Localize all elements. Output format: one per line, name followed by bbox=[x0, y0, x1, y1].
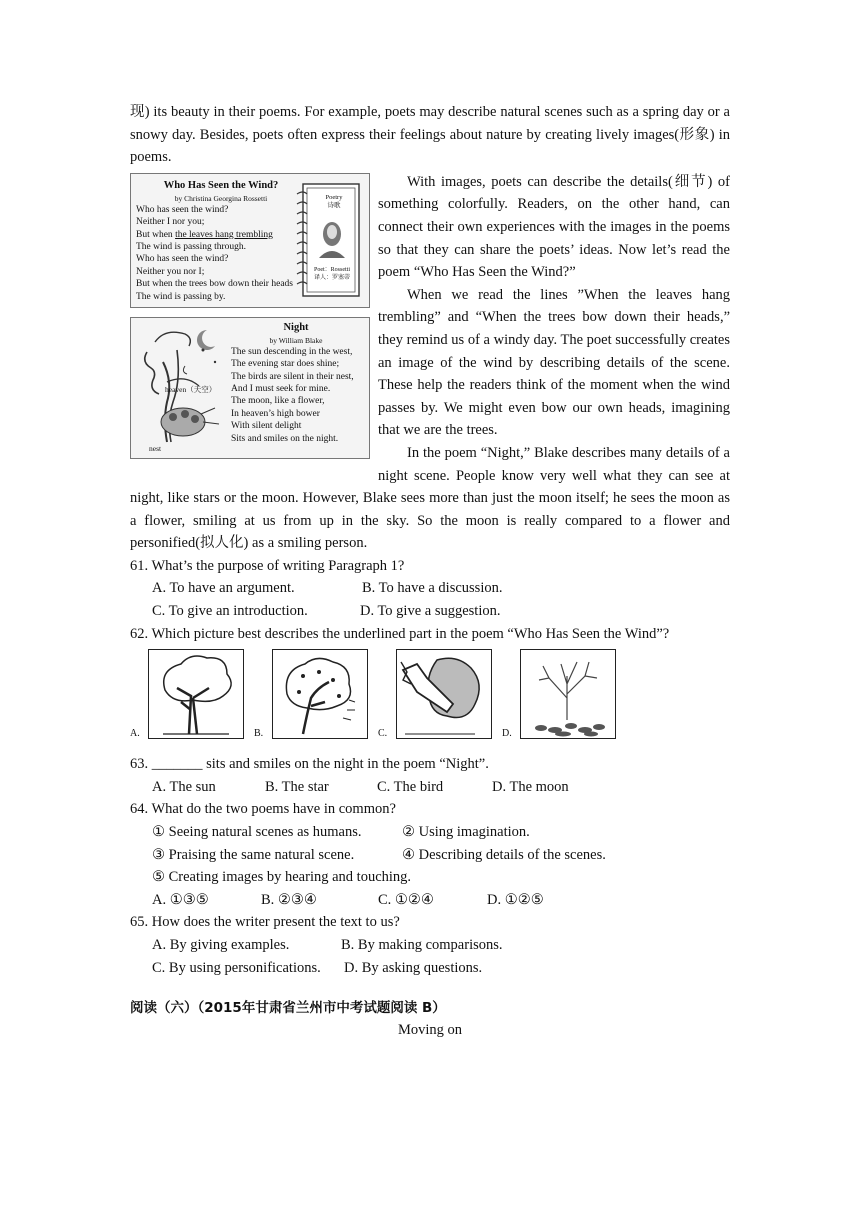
poem-line: Neither you nor I; bbox=[136, 266, 205, 277]
poem-line: The evening star does shine; bbox=[231, 359, 340, 370]
picture-frame bbox=[396, 649, 492, 739]
document-page bbox=[130, 0, 730, 1041]
poem-line: In heaven’s high bower bbox=[231, 408, 320, 419]
book-title-en: Poetry bbox=[325, 193, 343, 201]
q65-options-row1 bbox=[130, 934, 730, 957]
poem-line: The wind is passing through. bbox=[136, 242, 247, 252]
windy-tree-icon bbox=[273, 650, 367, 738]
poem-figures bbox=[130, 173, 370, 468]
question-65: 65. How does the writer present the text to us? bbox=[130, 914, 400, 931]
q62-option-d[interactable] bbox=[502, 649, 616, 741]
poem-line bbox=[136, 229, 293, 241]
q61-option-b[interactable]: B. To have a discussion. bbox=[362, 580, 503, 597]
q65-option-c[interactable]: C. By using personifications. bbox=[152, 959, 321, 976]
q62-option-c[interactable] bbox=[378, 649, 492, 741]
q65-options-row2 bbox=[130, 957, 730, 980]
poem-line: The moon, like a flower, bbox=[231, 396, 325, 407]
q64-option-a[interactable]: A. ①③⑤ bbox=[152, 891, 209, 908]
picture-label: C. bbox=[378, 728, 388, 740]
q64-options bbox=[130, 889, 730, 912]
picture-label: D. bbox=[502, 728, 512, 740]
question-63: 63. _______ sits and smiles on the night in the poem “Night”. bbox=[130, 756, 489, 773]
q63-options bbox=[130, 776, 730, 799]
q64-statement-4: ④ Describing details of the scenes. bbox=[402, 846, 606, 863]
q61-option-c[interactable]: C. To give an introduction. bbox=[152, 603, 308, 620]
q65-option-d[interactable]: D. By asking questions. bbox=[344, 959, 483, 976]
underlined-phrase: the leaves hang trembling bbox=[175, 229, 273, 240]
passage-title: Moving on bbox=[397, 1022, 463, 1039]
poem-lines bbox=[231, 346, 354, 445]
q61-options-row2 bbox=[130, 600, 730, 623]
paragraph-3: When we read the lines ”When the leaves hang trembling” and “When the trees bow down their heads,” they remind us of a windy day. The poet successfully creates an image of the wind by describing details of the scene. These help the readers think of the moment when the wind passes by. We might even bow our own heads, imagining that we are the trees. bbox=[378, 286, 730, 439]
picture-frame bbox=[148, 649, 244, 739]
paragraph-2: With images, poets can describe the details(细节) of something colorfully. Readers, on the other hand, can connect their own experiences with the images in the poems so that they can share the poets’ ideas. Now let’s read the poem “Who Has Seen the Wind?” bbox=[378, 173, 730, 281]
q64-statement-2: ② Using imagination. bbox=[402, 824, 530, 841]
label-nest: nest bbox=[149, 443, 162, 453]
q63-option-a[interactable]: A. The sun bbox=[152, 778, 216, 795]
q62-option-b[interactable] bbox=[254, 649, 368, 741]
still-tree-icon bbox=[149, 650, 243, 738]
poem-line: Who has seen the wind? bbox=[136, 204, 229, 215]
book-cover-text bbox=[319, 194, 349, 210]
q62-option-a[interactable] bbox=[130, 649, 244, 741]
book-title-zh: 诗歌 bbox=[327, 201, 341, 209]
poem-line: And I must seek for mine. bbox=[231, 384, 331, 394]
section-heading: 阅读（六）（2015年甘肃省兰州市中考试题阅读 B） bbox=[130, 1000, 446, 1017]
book-poet-text bbox=[309, 266, 355, 282]
poem-line: The wind is passing by. bbox=[136, 291, 226, 302]
q64-statement-3: ③ Praising the same natural scene. bbox=[152, 846, 355, 863]
poem-line: The birds are silent in their nest, bbox=[231, 371, 354, 382]
poem-lines bbox=[136, 204, 293, 303]
picture-frame bbox=[520, 649, 616, 739]
q63-option-c[interactable]: C. The bird bbox=[377, 778, 444, 795]
poem-line: The sun descending in the west, bbox=[231, 346, 353, 357]
poem-line: Sits and smiles on the night. bbox=[231, 433, 339, 444]
q65-option-a[interactable]: A. By giving examples. bbox=[152, 937, 290, 953]
poem-line-part: But when bbox=[136, 229, 176, 240]
picture-label: A. bbox=[130, 728, 140, 740]
poem-figure-night bbox=[130, 317, 370, 459]
q64-statement-5: ⑤ Creating images by hearing and touching. bbox=[152, 869, 412, 886]
fallen-tree-icon bbox=[397, 650, 491, 738]
paragraph-4: In the poem “Night,” Blake describes many details of a night scene. People know very well what they can see at night, like stars or the moon. However, Blake sees more than just the moon itself; he sees the moon as a flower, smiling at us from up in the sky. So the moon is really compared to a flower and personified(拟人化) as a smiling person. bbox=[130, 444, 730, 552]
book-poet-en: Poet：Rossetti bbox=[313, 266, 350, 273]
q63-option-d[interactable]: D. The moon bbox=[492, 778, 569, 795]
q64-statements-row1 bbox=[130, 821, 730, 844]
picture-frame bbox=[272, 649, 368, 739]
q64-statements-row2 bbox=[130, 844, 730, 867]
q61-option-d[interactable]: D. To give a suggestion. bbox=[360, 603, 501, 620]
poem-title: Who Has Seen the Wind? bbox=[163, 179, 279, 191]
q61-option-a[interactable]: A. To have an argument. bbox=[152, 580, 295, 597]
poem-line: With silent delight bbox=[231, 421, 302, 432]
picture-label: B. bbox=[254, 728, 264, 740]
q64-option-b[interactable]: B. ②③④ bbox=[261, 891, 317, 908]
q65-option-b[interactable]: B. By making comparisons. bbox=[341, 937, 503, 953]
q62-pictures bbox=[130, 649, 730, 745]
poetry-book-image bbox=[291, 182, 363, 300]
q61-options-row1 bbox=[130, 577, 730, 600]
q64-statements-row3 bbox=[130, 866, 730, 889]
question-62: 62. Which picture best describes the underlined part in the poem “Who Has Seen the Wind”? bbox=[130, 625, 670, 642]
q64-option-c[interactable]: C. ①②④ bbox=[378, 891, 434, 908]
poem-line: Who has seen the wind? bbox=[136, 254, 229, 265]
q64-statement-1: ① Seeing natural scenes as humans. bbox=[152, 824, 362, 841]
label-heaven: heaven（天空） bbox=[165, 384, 217, 394]
poem-line: Neither I nor you; bbox=[136, 217, 205, 228]
poem-author: by Christina Georgina Rossetti bbox=[174, 193, 268, 203]
q64-option-d[interactable]: D. ①②⑤ bbox=[487, 891, 544, 908]
poem-title: Night bbox=[283, 321, 309, 333]
q63-option-b[interactable]: B. The star bbox=[265, 778, 329, 795]
intro-paragraph: 现) its beauty in their poems. For example, poets may describe natural scenes such as a spring day or a snowy day. Besides, poets often express their feelings about nature by creating lively images(形象) in poems. bbox=[130, 104, 730, 166]
poem-line: But when the trees bow down their heads bbox=[136, 279, 293, 290]
book-poet-zh: 译人：罗塞蒂 bbox=[313, 274, 350, 281]
question-64: 64. What do the two poems have in common? bbox=[130, 801, 396, 818]
poem-author: by William Blake bbox=[269, 335, 323, 345]
poem-section bbox=[130, 171, 730, 555]
question-61: 61. What’s the purpose of writing Paragraph 1? bbox=[130, 557, 405, 574]
bare-tree-icon bbox=[521, 650, 615, 738]
poem-figure-who-has-seen-the-wind bbox=[130, 173, 370, 308]
